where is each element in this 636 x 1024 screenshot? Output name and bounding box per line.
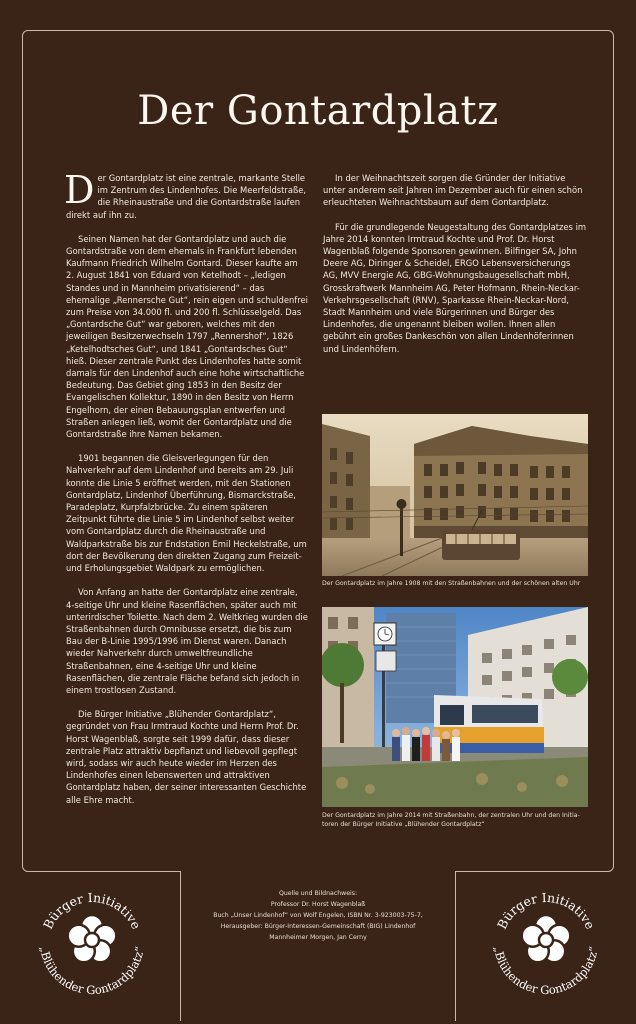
paragraph-intro: Der Gontardplatz ist eine zentrale, markante Stelle im Zentrum des Lindenhofes. Die Meerfeldstraße, die Rheinaustraße und die Gontardstraße laufen direkt auf ihn zu. — [64, 168, 307, 220]
paragraph-sponsors: Für die grundlegende Neugestaltung des Gontardplatzes im Jahre 2014 konnten Irmtraud Kochte und Prof. Dr. Horst Wagenblaß folgende Sponsoren gewinnen. Bilfinger SA, John Deere AG, Diringer & Scheidel, ERGO Lebensversicherungs AG, MVV Energie AG, GBG-Wohnungsbaugesellschaft mbH, Grosskraftwerk Mannheim AG, Peter Hofmann, Rhein-Neckar-Verkehrsgesellschaft (RNV), Sparkasse Rhein-Neckar-Nord, Stadt Mannheim und viele Bürgerinnen und Bürger des Lindenhofes, die ungenannt bleiben wollen. Ihnen allen gebührt ein großes Dankeschön von allen Lindenhöferinnen und Lindenhöfern. — [323, 221, 587, 354]
left-text-column — [64, 168, 308, 818]
initiative-logo-left — [28, 876, 156, 1004]
caption-historic-photo: Der Gontardplatz im Jahre 1908 mit den Straßenbahnen und der schönen alten Uhr — [322, 580, 581, 587]
logo-top-text: Bürger Initiative — [494, 889, 598, 932]
source-line: Quelle und Bildnachweis: — [278, 890, 358, 897]
drop-cap: D — [64, 168, 95, 212]
paragraph-initiative: Die Bürger Initiative „Blühender Gontardplatz“, gegründet von Frau Irmtraud Kochte und Herrn Prof. Dr. Horst Wagenblaß, sorgte seit 1999 dafür, dass dieser zentrale Platz attraktiv bepflanzt und liebevoll gepflegt wird, sodass wir auch heute wieder im Herzen des Lindenhofes einen lebenswerten und attraktiven Gontardplatz haben, der seiner interessanten Geschichte alle Ehre macht. — [66, 709, 307, 805]
source-line: Herausgeber: Bürger-Interessen-Gemeinschaft (BIG) Lindenhof — [220, 923, 416, 930]
paragraph-christmas: In der Weihnachtszeit sorgen die Gründer der Initiative unter anderem seit Jahren im Dezember auch für einen schön erleuchteten Weihnachtsbaum auf dem Gontardplatz. — [323, 173, 583, 208]
logo-top-text: Bürger Initiative — [40, 889, 144, 932]
paragraph-clock-history: Von Anfang an hatte der Gontardplatz eine zentrale, 4-seitige Uhr und kleine Rasenflächen, später auch mit unterirdischer Toilette. Nach dem 2. Weltkrieg wurden die Straßenbahnen durch Omnibusse ersetzt, die bis zum Bau der B-Linie 1995/1996 im Dienst waren. Danach wieder Nahverkehr durch umweltfreundliche Straßenbahnen, eine 4-seitige Uhr und kleine Rasenflächen, die zentrale Fläche befand sich jedoch in einem trostlosen Zustand. — [66, 587, 308, 695]
right-text-column — [323, 172, 587, 367]
historic-photo-1908 — [322, 414, 588, 576]
source-credits — [180, 888, 456, 943]
source-line: Mannheimer Morgen, Jan Cerny — [269, 934, 367, 941]
flower-icon — [522, 915, 571, 962]
flower-icon — [68, 915, 117, 962]
source-line: Professor Dr. Horst Wagenblaß — [270, 901, 366, 908]
logo-bottom-text: „Blühender Gontardplatz“ — [37, 945, 147, 998]
caption-modern-photo: Der Gontardplatz im Jahre 2014 mit Straßenbahn, der zentralen Uhr und den Initia- toren der Bürger Initiative „Blühender Gontardplatz“ — [322, 812, 580, 828]
paragraph-name-history: Seinen Namen hat der Gontardplatz und auch die Gontardstraße von dem ehemals in Frankfurt lebenden Kaufmann Friedrich Wilhelm Gontard. Dieser kaufte am 2. August 1841 von Eduard von Ketelhodt – „ledigen Standes und in Mannheim privatisierend“ – das ehemalige „Rennersche Gut“, rein eigen und schuldenfrei zum Preise von 34.000 fl. und 200 fl. Schlüsselgeld. Das „Gontardsche Gut“ war geboren, welches mit den jeweiligen Besitzerwechseln 1797 „Rennershof“, 1826 „Ketelhodtsches Gut“, und 1841 „Gontardsches Gut“ hieß. Dieser zentrale Punkt des Lindenhofes hatte somit damals für den Lindenhof auch eine hohe wirtschaftliche Bedeutung. Das Gebiet ging 1853 in den Besitz der Evangelischen Kollektur, 1890 in den Besitz von Herrn Engelhorn, der einen Bebauungsplan entwerfen und Straßen anlegen ließ, womit der Gontardplatz und die Gontardstraße ihre Namen bekamen. — [66, 233, 308, 440]
logo-bottom-text: „Blühender Gontardplatz“ — [491, 945, 601, 998]
initiative-logo-right — [482, 876, 610, 1004]
source-line: Buch „Unser Lindenhof“ von Wolf Engelen, ISBN Nr. 3-923003-75-7, — [213, 912, 423, 919]
paragraph-tram-history: 1901 begannen die Gleisverlegungen für den Nahverkehr auf dem Lindenhof und bereits am 29. Juli konnte die Linie 5 eröffnet werden, mit den Stationen Gontardplatz, Lindenhof Überführung, Bismarckstraße, Paradeplatz, Kurpfalzbrücke. Zu einem späteren Zeitpunkt führte die Linie 5 im Lindenhof selbst weiter vom Gontardplatz durch die Rheinaustraße und Waldparkstraße bis zur Endstation Emil Heckelstraße, um dort der Bevölkerung den direkten Zugang zum Freizeit- und Erholungsgebiet Waldpark zu ermöglichen. — [66, 453, 307, 574]
modern-photo-2014 — [322, 607, 588, 807]
page-title: Der Gontardplatz — [137, 88, 499, 134]
